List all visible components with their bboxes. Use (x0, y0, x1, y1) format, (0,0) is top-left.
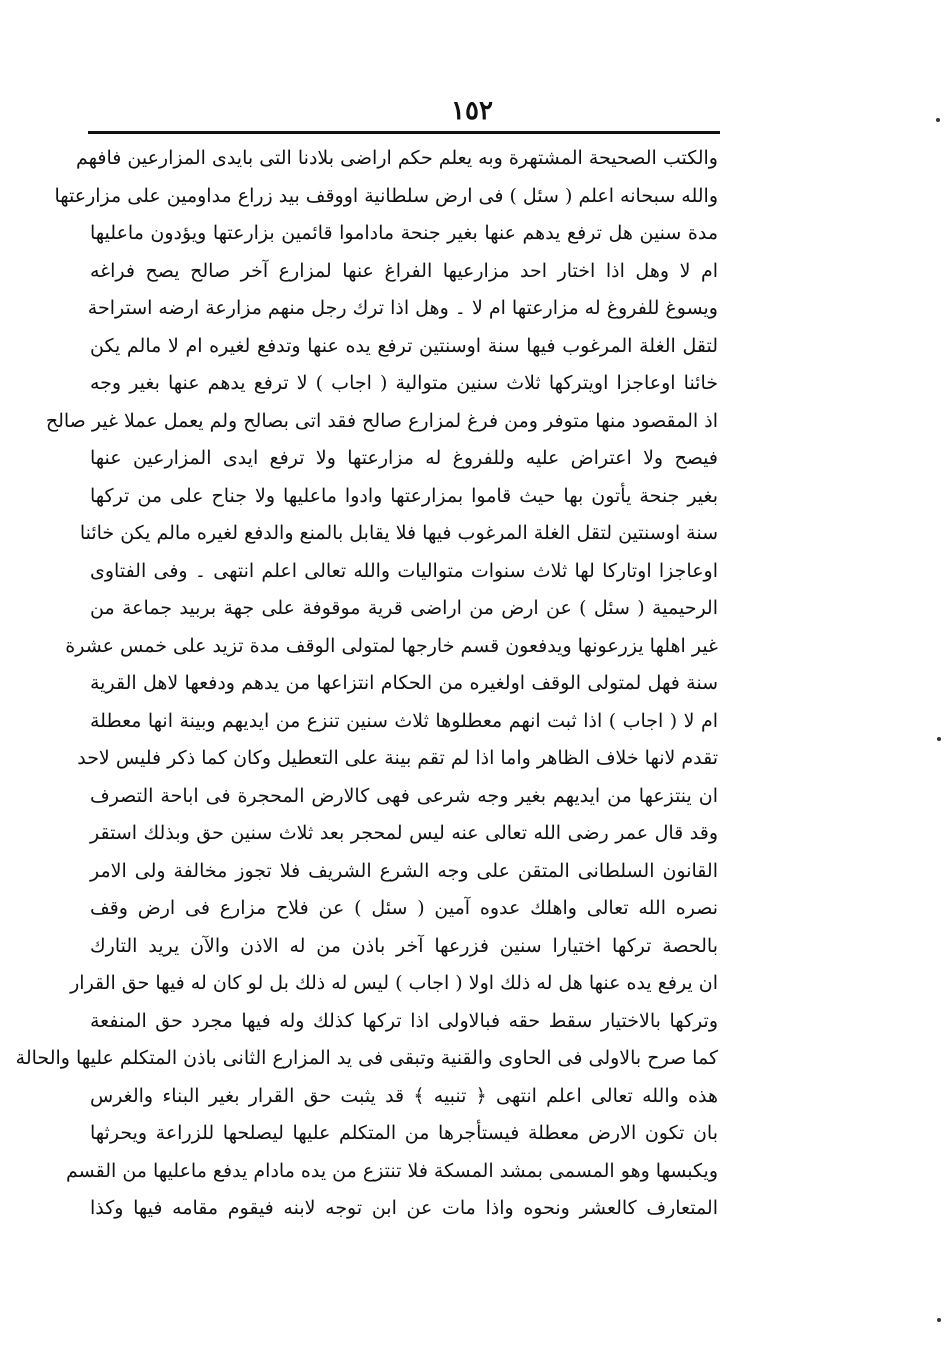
text-line: اذ المقصود منها متوفر ومن فرغ لمزارع صالح فقد اتى بصالح ولم يعمل عملا غير صالح (45, 409, 718, 432)
text-line: ام لا وهل اذا اختار احد مزارعيها الفراغ عنها لمزارع آخر صالح يصح فراغه (90, 259, 718, 282)
margin-speck (936, 118, 940, 122)
page-body (15, 140, 718, 1228)
text-line: وتركها بالاختيار سقط حقه فبالاولى اذا تركها كذلك وله فيها مجرد حق المنفعة (90, 1009, 718, 1032)
text-line: سنة فهل لمتولى الوقف اولغيره من الحكام انتزاعها من يدهم ودفعها لاهل القرية (90, 672, 718, 694)
text-line: ويكبسها وهو المسمى بمشد المسكة فلا تنتزع من يده مادام يدفع ماعليها من القسم (66, 1159, 718, 1182)
text-line: غير اهلها يزرعونها ويدفعون قسم خارجها لمتولى الوقف مدة تزيد على خمس عشرة (65, 634, 718, 657)
text-line: القانون السلطانى المتقن على وجه الشرع الشريف فلا تجوز مخالفة ولى الامر (90, 859, 718, 882)
text-line: مدة سنين هل ترفع يدهم عنها بغير جنحة ماداموا قائمين بزارعتها ويؤدون ماعليها (90, 222, 718, 244)
text-line: فيصح ولا اعتراض عليه وللفروغ له مزارعتها ولا ترفع ايدى المزارعين عنها (90, 447, 718, 469)
text-line: والكتب الصحيحة المشتهرة وبه يعلم حكم اراضى بلادنا التى بايدى المزارعين فافهم (75, 147, 718, 169)
text-line: بالحصة تركها اختيارا سنين فزرعها آخر باذن من له الاذن والآن يريد التارك (90, 934, 718, 957)
margin-speck (937, 737, 941, 741)
text-line: هذه والله تعالى اعلم انتهى ﴿ تنبيه ﴾ قد يثبت حق القرار بغير البناء والغرس (90, 1084, 718, 1107)
text-line: لتقل الغلة المرغوب فيها سنة اوسنتين ترفع يده عنها وتدفع لغيره ام لا مالم يكن (90, 334, 718, 357)
text-line: ان ينتزعها من ايديهم بغير وجه شرعى فهى كالارض المحجرة فى اباحة التصرف (90, 784, 718, 807)
text-line: نصره الله تعالى واهلك عدوه آمين ( سئل ) عن فلاح مزارع فى ارض وقف (90, 897, 718, 919)
text-line: الرحيمية ( سئل ) عن ارض من اراضى قرية موقوفة على جهة بربيد جماعة من (90, 597, 718, 619)
text-line: سنة اوسنتين لتقل الغلة المرغوب فيها فلا يقابل بالمنع والدفع لغيره مالم يكن خائنا (79, 522, 718, 544)
text-line: ان يرفع يده عنها هل له ذلك اولا ( اجاب ) ليس له ذلك بل لو كان له فيها حق القرار (70, 972, 718, 994)
text-line: بان تكون الارض معطلة فيستأجرها من المتكلم عليها ليصلحها للزراعة ويحرثها (90, 1122, 718, 1144)
page-number: ١٥٢ (451, 96, 493, 126)
text-line: ام لا ( اجاب ) اذا ثبت انهم معطلوها ثلاث سنين تنزع من ايديهم وبينة انها معطلة (90, 709, 718, 732)
text-line: المتعارف كالعشر ونحوه واذا مات عن ابن توجه لابنه فيقوم مقامه فيها وكذا (90, 1197, 718, 1219)
text-line: ويسوغ للفروغ له مزارعتها ام لا ۔ وهل اذا ترك رجل منهم مزارعة ارضه استراحة (87, 297, 718, 319)
text-line: والله سبحانه اعلم ( سئل ) فى ارض سلطانية اووقف بيد زراع مداومين على مزارعتها (54, 184, 718, 207)
header-rule (88, 131, 720, 134)
text-line: خائنا اوعاجزا اويتركها ثلاث سنين متوالية ( اجاب ) لا ترفع يدهم عنها بغير وجه (90, 372, 718, 394)
text-line: كما صرح بالاولى فى الحاوى والقنية وتبقى فى يد المزارع الثانى باذن المتكلم عليها والحالة (15, 1047, 718, 1069)
text-line: تقدم لانها خلاف الظاهر واما اذا لم تقم بينة على التعطيل وكان كما ذكر فليس لاحد (77, 747, 718, 769)
text-line: اوعاجزا اوتاركا لها ثلاث سنوات متواليات والله تعالى اعلم انتهى ۔ وفى الفتاوى (90, 559, 718, 582)
text-line: وقد قال عمر رضى الله تعالى عنه ليس لمحجر بعد ثلاث سنين حق وبذلك استقر (90, 822, 718, 844)
text-line: بغير جنحة يأتون بها حيث قاموا بمزارعتها وادوا ماعليها ولا جناح على من تركها (90, 484, 718, 507)
margin-speck (937, 1318, 941, 1322)
